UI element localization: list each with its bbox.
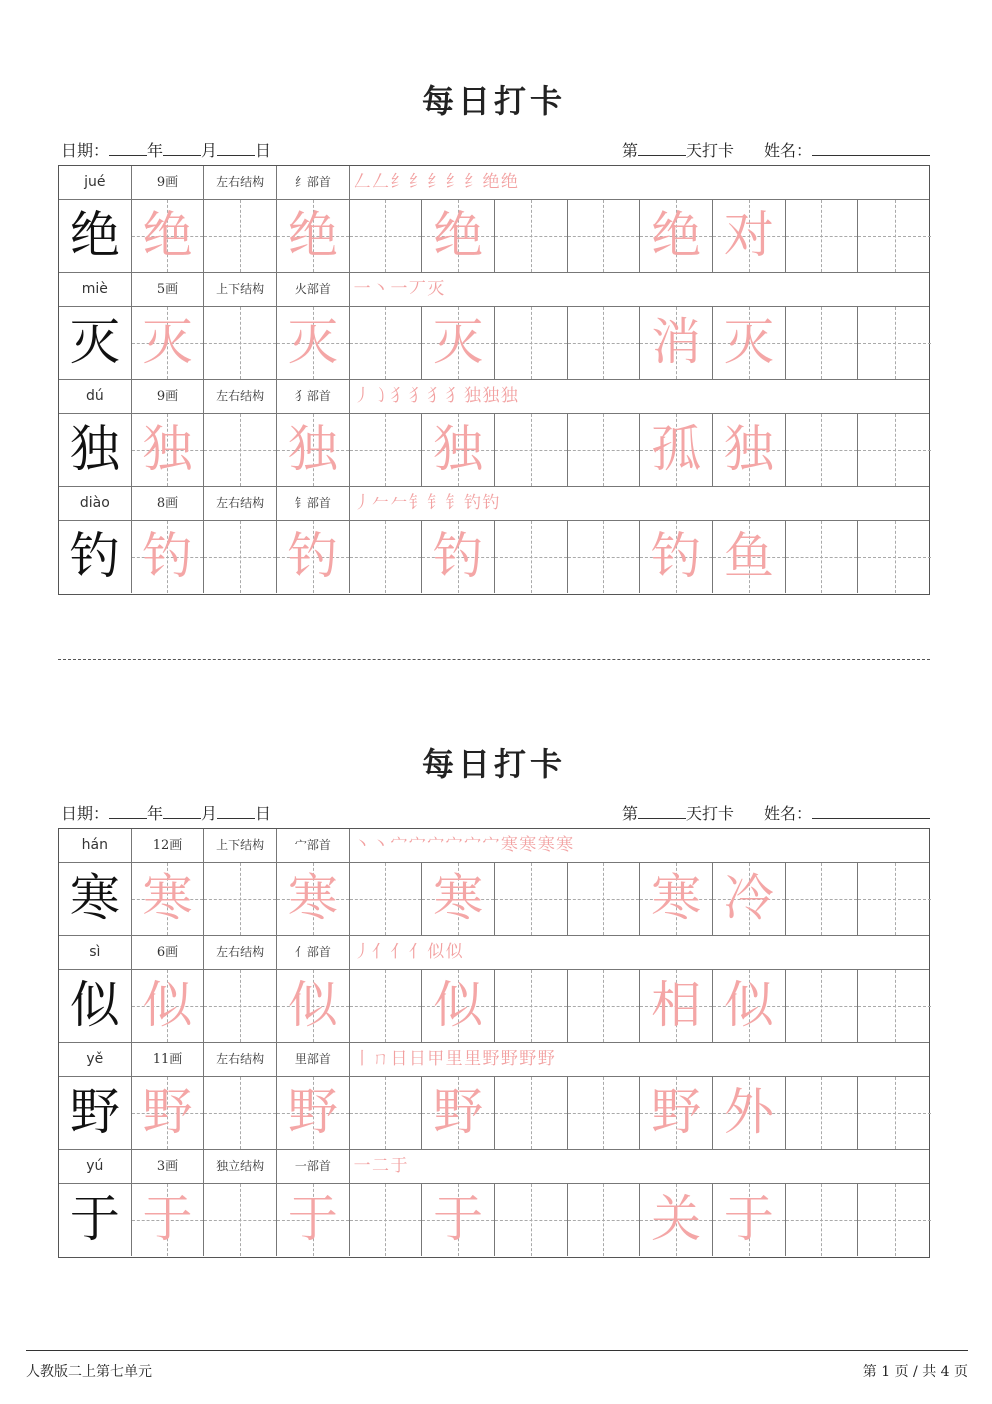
trace-char-cell[interactable] <box>132 1184 205 1256</box>
blank-practice-cell[interactable] <box>350 1184 423 1256</box>
practice-char: 似 <box>69 976 120 1034</box>
practice-char: 钓 <box>69 527 120 585</box>
trace-char-cell[interactable] <box>277 863 350 935</box>
page-title: 每日打卡 <box>421 82 566 120</box>
blank-practice-cell[interactable] <box>204 307 277 379</box>
practice-char: 外 <box>723 1083 774 1141</box>
practice-char: 寒 <box>287 869 338 927</box>
pinyin-label: yě <box>59 1043 132 1076</box>
blank-practice-cell[interactable] <box>350 307 423 379</box>
day-blank[interactable] <box>217 804 255 819</box>
word-second-cell[interactable] <box>713 863 786 935</box>
pinyin-label: yú <box>59 1150 132 1183</box>
practice-char: 灭 <box>287 313 338 371</box>
trace-char-cell[interactable] <box>132 1077 205 1149</box>
char-practice-row <box>59 1077 929 1150</box>
sheet-divider <box>58 659 930 660</box>
trace-char-cell[interactable] <box>277 1184 350 1256</box>
practice-char: 野 <box>433 1083 484 1141</box>
structure-label: 上下结构 <box>204 273 277 306</box>
blank-practice-cell[interactable] <box>786 970 859 1042</box>
blank-practice-cell[interactable] <box>858 521 931 593</box>
practice-char: 野 <box>651 1083 702 1141</box>
practice-char: 于 <box>142 1190 193 1248</box>
char-info-row <box>59 273 929 307</box>
day-suffix: 天打卡 <box>685 141 734 160</box>
info-line <box>58 801 930 823</box>
blank-practice-cell[interactable] <box>495 1077 568 1149</box>
model-char-cell[interactable] <box>59 200 132 272</box>
practice-char: 独 <box>142 420 193 478</box>
stroke-sequence: 丶 丶 宀 宀 宀 宀 宀 宀 寒 寒 寒 寒 <box>353 835 572 855</box>
day-blank[interactable] <box>217 141 255 156</box>
date-field[interactable] <box>61 138 271 161</box>
practice-char: 野 <box>287 1083 338 1141</box>
practice-char: 相 <box>651 976 702 1034</box>
blank-practice-cell[interactable] <box>204 521 277 593</box>
stroke-count: 12画 <box>132 829 205 862</box>
practice-char: 寒 <box>433 869 484 927</box>
stroke-order <box>350 1150 406 1183</box>
blank-practice-cell[interactable] <box>495 414 568 486</box>
stroke-count: 3画 <box>132 1150 205 1183</box>
trace-char-cell[interactable] <box>422 970 495 1042</box>
blank-practice-cell[interactable] <box>568 863 641 935</box>
blank-practice-cell[interactable] <box>350 521 423 593</box>
blank-practice-cell[interactable] <box>568 307 641 379</box>
month-label: 月 <box>201 141 218 160</box>
blank-practice-cell[interactable] <box>568 1077 641 1149</box>
word-first-cell[interactable] <box>640 200 713 272</box>
practice-char: 于 <box>433 1190 484 1248</box>
radical-label: 一部首 <box>277 1150 350 1183</box>
char-practice-row <box>59 521 929 594</box>
blank-practice-cell[interactable] <box>495 307 568 379</box>
practice-char: 钓 <box>651 527 702 585</box>
model-char-cell[interactable] <box>59 307 132 379</box>
trace-char-cell[interactable] <box>422 307 495 379</box>
trace-char-cell[interactable] <box>132 970 205 1042</box>
trace-char-cell[interactable] <box>422 863 495 935</box>
year-blank[interactable] <box>109 141 147 156</box>
day-suffix: 天打卡 <box>685 804 734 823</box>
blank-practice-cell[interactable] <box>568 521 641 593</box>
blank-practice-cell[interactable] <box>568 970 641 1042</box>
trace-char-cell[interactable] <box>132 200 205 272</box>
month-label: 月 <box>201 804 218 823</box>
practice-char: 似 <box>142 976 193 1034</box>
blank-practice-cell[interactable] <box>858 1184 931 1256</box>
structure-label: 左右结构 <box>204 487 277 520</box>
word-first-cell[interactable] <box>640 863 713 935</box>
stroke-count: 9画 <box>132 166 205 199</box>
practice-char: 绝 <box>142 206 193 264</box>
practice-char: 似 <box>433 976 484 1034</box>
radical-label: 犭部首 <box>277 380 350 413</box>
stroke-count: 5画 <box>132 273 205 306</box>
radical-label: 亻部首 <box>277 936 350 969</box>
pinyin-label: miè <box>59 273 132 306</box>
structure-label: 独立结构 <box>204 1150 277 1183</box>
practice-char: 消 <box>651 313 702 371</box>
char-info-row <box>59 1043 929 1077</box>
radical-label: 纟部首 <box>277 166 350 199</box>
practice-char: 钓 <box>142 527 193 585</box>
blank-practice-cell[interactable] <box>495 200 568 272</box>
trace-char-cell[interactable] <box>277 521 350 593</box>
footer-page-number: 第 1 页 / 共 4 页 <box>862 1364 968 1380</box>
model-char-cell[interactable] <box>59 1077 132 1149</box>
stroke-sequence: 丿 亻 亻 亻 似 似 <box>353 942 461 962</box>
stroke-order <box>350 1043 553 1076</box>
blank-practice-cell[interactable] <box>786 307 859 379</box>
word-second-cell[interactable] <box>713 1184 786 1256</box>
blank-practice-cell[interactable] <box>350 1077 423 1149</box>
blank-practice-cell[interactable] <box>858 970 931 1042</box>
trace-char-cell[interactable] <box>132 521 205 593</box>
model-char-cell[interactable] <box>59 414 132 486</box>
word-first-cell[interactable] <box>640 1184 713 1256</box>
stroke-sequence: 丿 ㇁ 犭 犭 犭 犭 独 独 独 <box>353 386 516 406</box>
blank-practice-cell[interactable] <box>858 1077 931 1149</box>
info-line <box>58 138 930 160</box>
practice-char: 灭 <box>69 313 120 371</box>
day-prefix: 第 <box>621 804 638 823</box>
trace-char-cell[interactable] <box>132 307 205 379</box>
practice-char: 独 <box>433 420 484 478</box>
blank-practice-cell[interactable] <box>495 863 568 935</box>
date-label: 日期： <box>61 141 110 160</box>
blank-practice-cell[interactable] <box>495 1184 568 1256</box>
practice-char: 独 <box>287 420 338 478</box>
blank-practice-cell[interactable] <box>495 970 568 1042</box>
stroke-count: 6画 <box>132 936 205 969</box>
name-label: 姓名： <box>763 804 812 823</box>
practice-char: 钓 <box>287 527 338 585</box>
stroke-count: 8画 <box>132 487 205 520</box>
char-info-row <box>59 166 929 200</box>
date-label: 日期： <box>61 804 110 823</box>
stroke-count: 9画 <box>132 380 205 413</box>
page-footer <box>26 1350 968 1380</box>
practice-char: 绝 <box>651 206 702 264</box>
structure-label: 左右结构 <box>204 1043 277 1076</box>
practice-char: 寒 <box>69 869 120 927</box>
blank-practice-cell[interactable] <box>858 863 931 935</box>
model-char-cell[interactable] <box>59 1184 132 1256</box>
practice-char: 野 <box>69 1083 120 1141</box>
trace-char-cell[interactable] <box>422 200 495 272</box>
stroke-sequence: 𠃋 𠃋 纟 纟 纟 纟 纟 绝 绝 <box>353 172 516 192</box>
radical-label: 宀部首 <box>277 829 350 862</box>
practice-char: 于 <box>287 1190 338 1248</box>
word-second-cell[interactable] <box>713 1077 786 1149</box>
blank-practice-cell[interactable] <box>786 1184 859 1256</box>
page-title: 每日打卡 <box>421 745 566 783</box>
stroke-order <box>350 487 498 520</box>
model-char-cell[interactable] <box>59 521 132 593</box>
practice-char: 灭 <box>433 313 484 371</box>
blank-practice-cell[interactable] <box>495 521 568 593</box>
blank-practice-cell[interactable] <box>350 970 423 1042</box>
blank-practice-cell[interactable] <box>568 200 641 272</box>
char-info-row <box>59 936 929 970</box>
stroke-sequence: 丨 ㄇ 日 日 甲 里 里 野 野 野 野 <box>353 1049 553 1069</box>
stroke-sequence: 一 丶 一 丆 灭 <box>353 279 443 299</box>
word-second-cell[interactable] <box>713 307 786 379</box>
stroke-count: 11画 <box>132 1043 205 1076</box>
char-practice-row <box>59 1184 929 1257</box>
word-second-cell[interactable] <box>713 521 786 593</box>
practice-char: 绝 <box>287 206 338 264</box>
char-info-row <box>59 1150 929 1184</box>
structure-label: 上下结构 <box>204 829 277 862</box>
blank-practice-cell[interactable] <box>786 200 859 272</box>
practice-char: 寒 <box>651 869 702 927</box>
practice-char: 绝 <box>69 206 120 264</box>
trace-char-cell[interactable] <box>132 414 205 486</box>
trace-char-cell[interactable] <box>277 414 350 486</box>
word-first-cell[interactable] <box>640 1077 713 1149</box>
blank-practice-cell[interactable] <box>786 863 859 935</box>
year-label: 年 <box>147 141 164 160</box>
blank-practice-cell[interactable] <box>350 200 423 272</box>
stroke-order <box>350 273 443 306</box>
stroke-order <box>350 829 571 862</box>
structure-label: 左右结构 <box>204 166 277 199</box>
trace-char-cell[interactable] <box>277 970 350 1042</box>
day-label: 日 <box>255 141 272 160</box>
month-blank[interactable] <box>163 804 201 819</box>
blank-practice-cell[interactable] <box>204 1077 277 1149</box>
practice-char: 灭 <box>723 313 774 371</box>
practice-char: 绝 <box>433 206 484 264</box>
word-first-cell[interactable] <box>640 414 713 486</box>
year-label: 年 <box>147 804 164 823</box>
name-label: 姓名： <box>763 141 812 160</box>
radical-label: 火部首 <box>277 273 350 306</box>
pinyin-label: dú <box>59 380 132 413</box>
pinyin-label: hán <box>59 829 132 862</box>
practice-char: 孤 <box>651 420 702 478</box>
checkin-field[interactable] <box>622 138 930 161</box>
blank-practice-cell[interactable] <box>204 200 277 272</box>
model-char-cell[interactable] <box>59 863 132 935</box>
sheet-2 <box>58 733 930 1263</box>
name-blank[interactable] <box>812 141 930 156</box>
practice-char: 似 <box>287 976 338 1034</box>
word-first-cell[interactable] <box>640 307 713 379</box>
word-first-cell[interactable] <box>640 521 713 593</box>
structure-label: 左右结构 <box>204 936 277 969</box>
blank-practice-cell[interactable] <box>204 414 277 486</box>
day-label: 日 <box>255 804 272 823</box>
practice-char: 独 <box>69 420 120 478</box>
stroke-order <box>350 380 516 413</box>
blank-practice-cell[interactable] <box>858 200 931 272</box>
year-blank[interactable] <box>109 804 147 819</box>
practice-char: 独 <box>723 420 774 478</box>
blank-practice-cell[interactable] <box>568 414 641 486</box>
pinyin-label: diào <box>59 487 132 520</box>
blank-practice-cell[interactable] <box>350 863 423 935</box>
blank-practice-cell[interactable] <box>786 1077 859 1149</box>
practice-char: 对 <box>723 206 774 264</box>
date-field[interactable] <box>61 801 271 824</box>
word-second-cell[interactable] <box>713 200 786 272</box>
char-practice-row <box>59 307 929 380</box>
trace-char-cell[interactable] <box>277 200 350 272</box>
day-prefix: 第 <box>621 141 638 160</box>
trace-char-cell[interactable] <box>422 414 495 486</box>
blank-practice-cell[interactable] <box>204 1184 277 1256</box>
practice-grid <box>58 828 930 1258</box>
checkin-field[interactable] <box>622 801 930 824</box>
practice-char: 野 <box>142 1083 193 1141</box>
blank-practice-cell[interactable] <box>204 863 277 935</box>
day-count-blank[interactable] <box>638 804 686 819</box>
practice-char: 灭 <box>142 313 193 371</box>
word-second-cell[interactable] <box>713 970 786 1042</box>
word-second-cell[interactable] <box>713 414 786 486</box>
sheet-1 <box>58 70 930 600</box>
char-practice-row <box>59 863 929 936</box>
trace-char-cell[interactable] <box>277 1077 350 1149</box>
stroke-order <box>350 936 461 969</box>
practice-char: 钓 <box>433 527 484 585</box>
model-char-cell[interactable] <box>59 970 132 1042</box>
word-first-cell[interactable] <box>640 970 713 1042</box>
blank-practice-cell[interactable] <box>204 970 277 1042</box>
radical-label: 钅部首 <box>277 487 350 520</box>
char-practice-row <box>59 200 929 273</box>
practice-char: 冷 <box>723 869 774 927</box>
stroke-sequence: 一 二 于 <box>353 1156 406 1176</box>
trace-char-cell[interactable] <box>422 1184 495 1256</box>
pinyin-label: sì <box>59 936 132 969</box>
blank-practice-cell[interactable] <box>786 414 859 486</box>
radical-label: 里部首 <box>277 1043 350 1076</box>
practice-char: 于 <box>723 1190 774 1248</box>
blank-practice-cell[interactable] <box>858 307 931 379</box>
practice-char: 鱼 <box>723 527 774 585</box>
trace-char-cell[interactable] <box>277 307 350 379</box>
stroke-order <box>350 166 516 199</box>
blank-practice-cell[interactable] <box>568 1184 641 1256</box>
char-info-row <box>59 829 929 863</box>
stroke-sequence: 丿 𠂉 𠂉 钅 钅 钅 钓 钓 <box>353 493 498 513</box>
footer-edition: 人教版二上第七单元 <box>26 1364 152 1380</box>
pinyin-label: jué <box>59 166 132 199</box>
practice-char: 关 <box>651 1190 702 1248</box>
char-practice-row <box>59 970 929 1043</box>
name-blank[interactable] <box>812 804 930 819</box>
practice-char: 寒 <box>142 869 193 927</box>
practice-char: 于 <box>69 1190 120 1248</box>
blank-practice-cell[interactable] <box>350 414 423 486</box>
trace-char-cell[interactable] <box>422 1077 495 1149</box>
practice-char: 似 <box>723 976 774 1034</box>
char-practice-row <box>59 414 929 487</box>
blank-practice-cell[interactable] <box>858 414 931 486</box>
char-info-row <box>59 487 929 521</box>
day-count-blank[interactable] <box>638 141 686 156</box>
month-blank[interactable] <box>163 141 201 156</box>
blank-practice-cell[interactable] <box>786 521 859 593</box>
trace-char-cell[interactable] <box>422 521 495 593</box>
practice-grid <box>58 165 930 595</box>
trace-char-cell[interactable] <box>132 863 205 935</box>
structure-label: 左右结构 <box>204 380 277 413</box>
char-info-row <box>59 380 929 414</box>
